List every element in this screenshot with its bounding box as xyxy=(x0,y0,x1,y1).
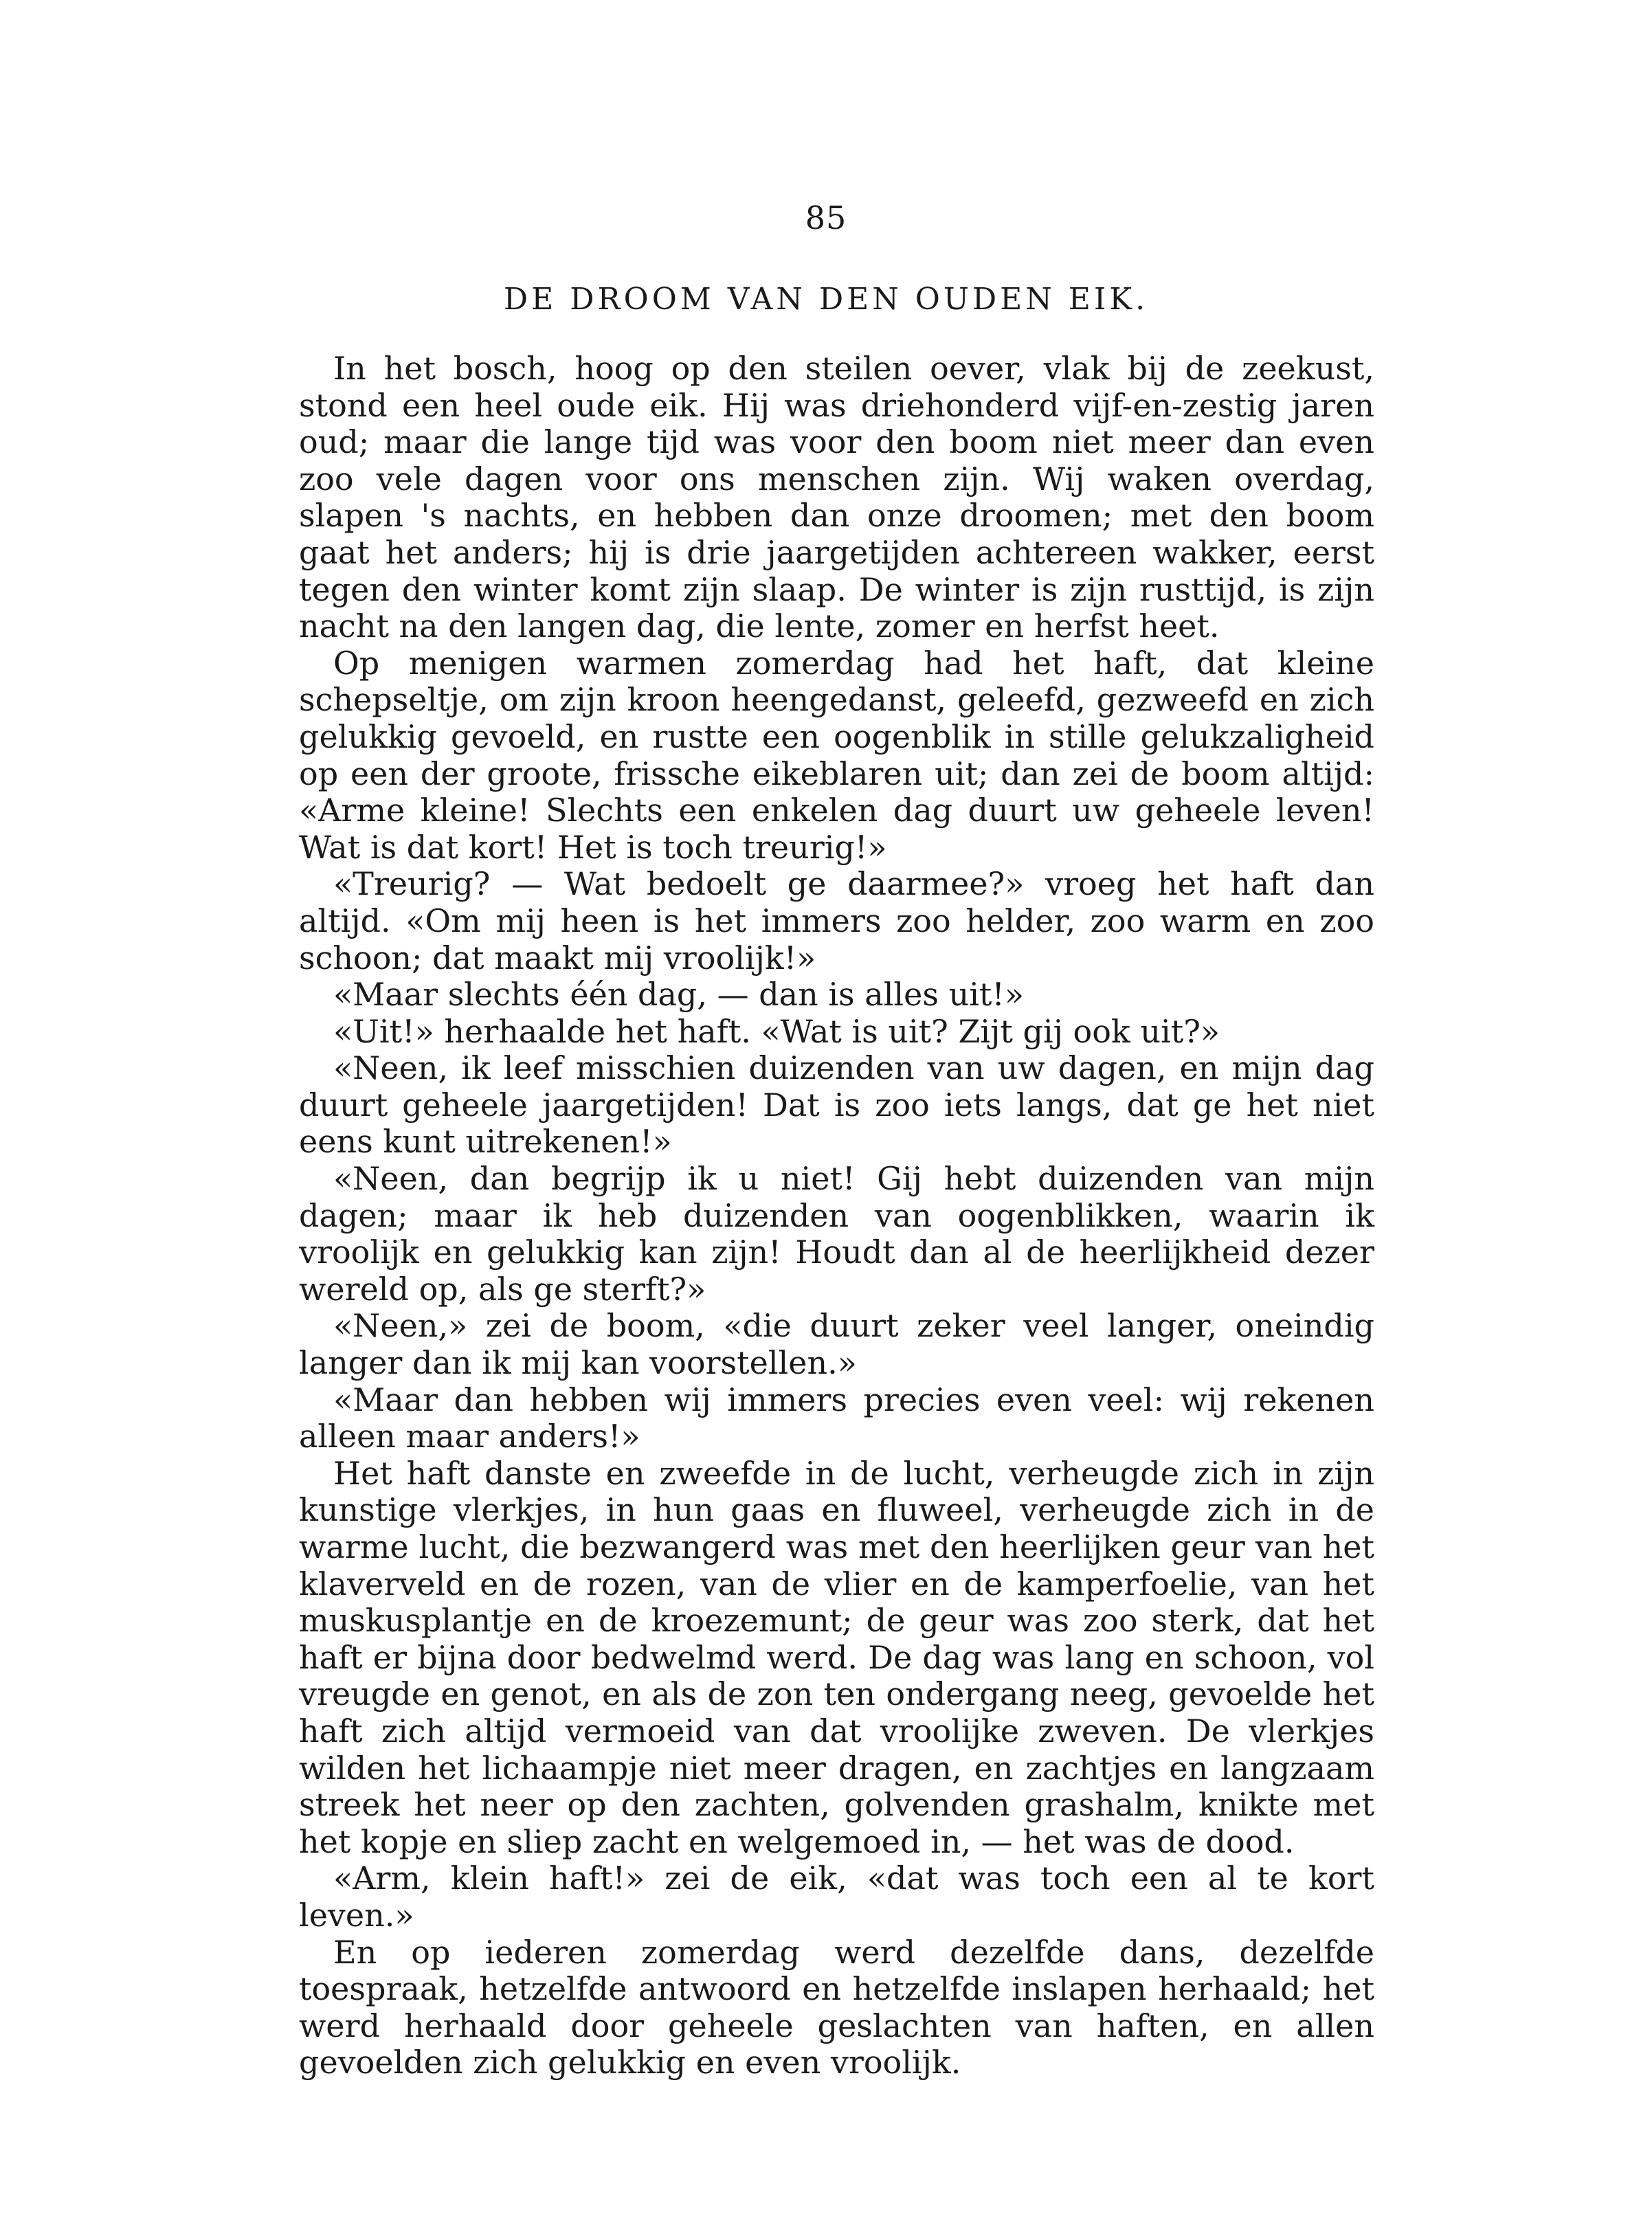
chapter-title: DE DROOM VAN DEN OUDEN EIK. xyxy=(503,282,1149,317)
paragraph: «Maar dan hebben wij immers precies even veel: wij rekenen alleen maar anders!» xyxy=(299,1381,1374,1455)
page-number: 85 xyxy=(805,199,847,236)
paragraph: «Treurig? — Wat bedoelt ge daarmee?» vroeg het haft dan altijd. «Om mij heen is het immers zoo helder, zoo warm en zoo schoon; dat maakt mij vroolijk!» xyxy=(299,865,1374,976)
paragraph: In het bosch, hoog op den steilen oever, vlak bij de zeekust, stond een heel oude eik. Hij was driehonderd vijf-en-zestig jaren oud; maar die lange tijd was voor den boom niet meer dan even zoo vele dagen voor ons menschen zijn. Wij waken overdag, slapen 's nachts, en hebben dan onze droomen; met den boom gaat het anders; hij is drie jaargetijden achtereen wakker, eerst tegen den winter komt zijn slaap. De winter is zijn rusttijd, is zijn nacht na den langen dag, die lente, zomer en herfst heet. xyxy=(299,350,1374,645)
paragraph: «Neen, ik leef misschien duizenden van uw dagen, en mijn dag duurt geheele jaargetijden! Dat is zoo iets langs, dat ge het niet eens kunt uitrekenen!» xyxy=(299,1049,1374,1161)
paragraph: «Neen, dan begrijp ik u niet! Gij hebt duizenden van mijn dagen; maar ik heb duizenden van oogenblikken, waarin ik vroolijk en gelukkig kan zijn! Houdt dan al de heerlijkheid dezer wereld op, als ge sterft?» xyxy=(299,1160,1374,1308)
paragraph: Het haft danste en zweefde in de lucht, verheugde zich in zijn kunstige vlerkjes, in hun gaas en fluweel, verheugde zich in de warme lucht, die bezwangerd was met den heerlijken geur van het klaverveld en de rozen, van de vlier en de kamperfoelie, van het muskusplantje en de kroezemunt; de geur was zoo sterk, dat het haft er bijna door bedwelmd werd. De dag was lang en schoon, vol vreugde en genot, en als de zon ten ondergang neeg, gevoelde het haft zich altijd vermoeid van dat vroolijke zweven. De vlerkjes wilden het lichaampje niet meer dragen, en zachtjes en langzaam streek het neer op den zachten, golvenden grashalm, knikte met het kopje en sliep zacht en welgemoed in, — het was de dood. xyxy=(299,1454,1374,1860)
paragraph: «Arm, klein haft!» zei de eik, «dat was toch een al te kort leven.» xyxy=(299,1860,1374,1934)
paragraph: En op iederen zomerdag werd dezelfde dans, dezelfde toespraak, hetzelfde antwoord en hetzelfde inslapen herhaald; het werd herhaald door geheele geslachten van haften, en allen gevoelden zich gelukkig en even vroolijk. xyxy=(299,1933,1374,2082)
paragraph: «Neen,» zei de boom, «die duurt zeker veel langer, oneindig langer dan ik mij kan voorstellen.» xyxy=(299,1307,1374,1382)
body-text xyxy=(299,350,1374,2082)
paragraph: «Uit!» herhaalde het haft. «Wat is uit? Zijt gij ook uit?» xyxy=(333,1012,1220,1050)
paragraph: Op menigen warmen zomerdag had het haft, dat kleine schepseltje, om zijn kroon heengedanst, geleefd, gezweefd en zich gelukkig gevoeld, en rustte een oogenblik in stille gelukzaligheid op een der groote, frissche eikeblaren uit; dan zei de boom altijd: «Arme kleine! Slechts een enkelen dag duurt uw geheele leven! Wat is dat kort! Het is toch treurig!» xyxy=(299,644,1374,866)
paragraph: «Maar slechts één dag, — dan is alles uit!» xyxy=(333,976,1025,1014)
